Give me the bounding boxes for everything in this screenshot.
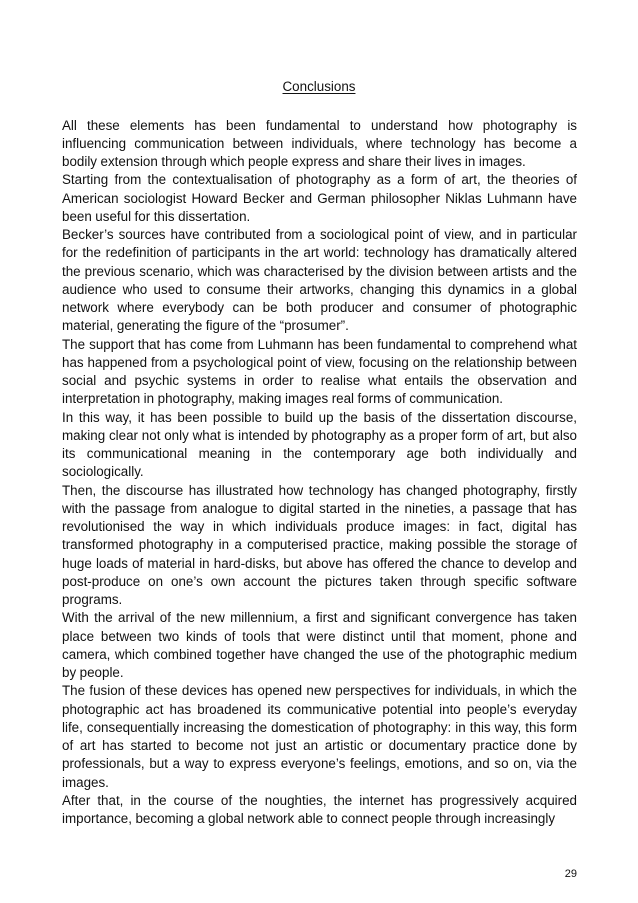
paragraph: The fusion of these devices has opened new perspectives for individuals, in which the photographic act has broadened its communicative potential into people’s everyday life, consequentially increasing the domestication of photography: in this way, this form of art has started to become not just an artistic or documentary practice done by professionals, but a way to express everyone’s feelings, emotions, and so on, via the images. [62, 683, 577, 790]
paragraph: Becker’s sources have contributed from a sociological point of view, and in particular for the redefinition of participants in the art world: technology has dramatically altered the previous scenario, which was characterised by the division between artists and the audience who used to consume their artworks, changing this dynamics in a global network where everybody can be both producer and consumer of photographic material, generating the figure of the “prosumer”. [62, 227, 577, 334]
paragraph: After that, in the course of the noughties, the internet has progressively acquired importance, becoming a global network able to connect people through increasingly [62, 792, 577, 826]
page-title: Conclusions [282, 79, 356, 94]
paragraph: The support that has come from Luhmann has been fundamental to comprehend what has happened from a psychological point of view, focusing on the relationship between social and psychic systems in order to realise what entails the observation and interpretation in photography, making images real forms of communication. [62, 336, 577, 407]
paragraph: Then, the discourse has illustrated how technology has changed photography, firstly with the passage from analogue to digital started in the nineties, a passage that has revolutionised the way in which individuals produce images: in fact, digital has transformed photography in a computerised practice, making possible the storage of huge loads of material in hard-disks, but above has offered the chance to develop and post-produce on one’s own account the pictures taken through specific software programs. [62, 482, 577, 607]
document-body [62, 117, 577, 829]
paragraph: Starting from the contextualisation of photography as a form of art, the theories of American sociologist Howard Becker and German philosopher Niklas Luhmann have been useful for this dissertation. [62, 172, 577, 224]
paragraph: All these elements has been fundamental to understand how photography is influencing communication between individuals, where technology has become a bodily extension through which people express and share their lives in images. [62, 117, 577, 169]
paragraph: In this way, it has been possible to build up the basis of the dissertation discourse, making clear not only what is intended by photography as a proper form of art, but also its communicational meaning in the contemporary age both individually and sociologically. [62, 409, 577, 480]
paragraph: With the arrival of the new millennium, a first and significant convergence has taken place between two kinds of tools that were distinct until that moment, phone and camera, which combined together have changed the use of the photographic medium by people. [62, 610, 577, 680]
page-number: 29 [564, 868, 577, 880]
